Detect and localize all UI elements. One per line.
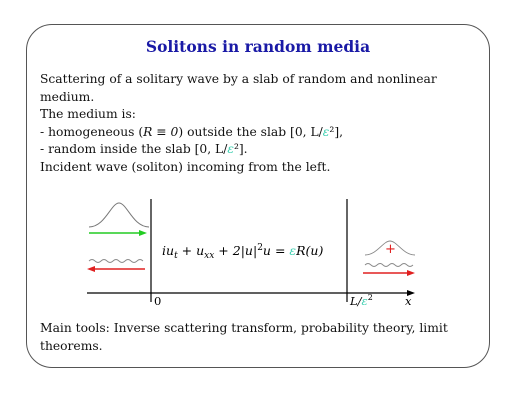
reflected-wave — [89, 260, 143, 263]
incident-text: Incident wave (soliton) incoming from the left. — [40, 159, 331, 174]
label-zero: 0 — [154, 294, 162, 308]
homogeneous-line: - homogeneous (R ≡ 0) outside the slab [0, L/ε²], — [40, 124, 344, 139]
nls-equation: $iu_t + u_{xx} + 2|u|^2u = \varepsilon R(u)$ — [162, 243, 324, 261]
medium-heading: The medium is: — [40, 107, 136, 122]
slide-frame — [26, 24, 490, 368]
transmitted-plus: + — [385, 242, 396, 257]
incoming-arrowhead — [139, 230, 147, 236]
random-line: - random inside the slab [0, L/ε²]. — [40, 142, 248, 157]
slide-title: Solitons in random media — [145, 37, 371, 56]
incoming-soliton — [89, 203, 149, 227]
main-tools-text: Main tools: Inverse scattering transform, probability theory, limit theorems. — [40, 321, 448, 353]
label-L-over-eps: $L/\varepsilon^2$ — [350, 293, 373, 308]
reflected-arrowhead — [87, 266, 95, 272]
scattering-diagram — [27, 197, 491, 309]
label-x: x — [405, 294, 412, 308]
slide-body — [40, 71, 480, 177]
transmitted-noise — [365, 264, 413, 267]
transmitted-arrowhead — [407, 270, 415, 276]
intro-text: Scattering of a solitary wave by a slab of random and nonlinear medium. — [40, 72, 437, 104]
